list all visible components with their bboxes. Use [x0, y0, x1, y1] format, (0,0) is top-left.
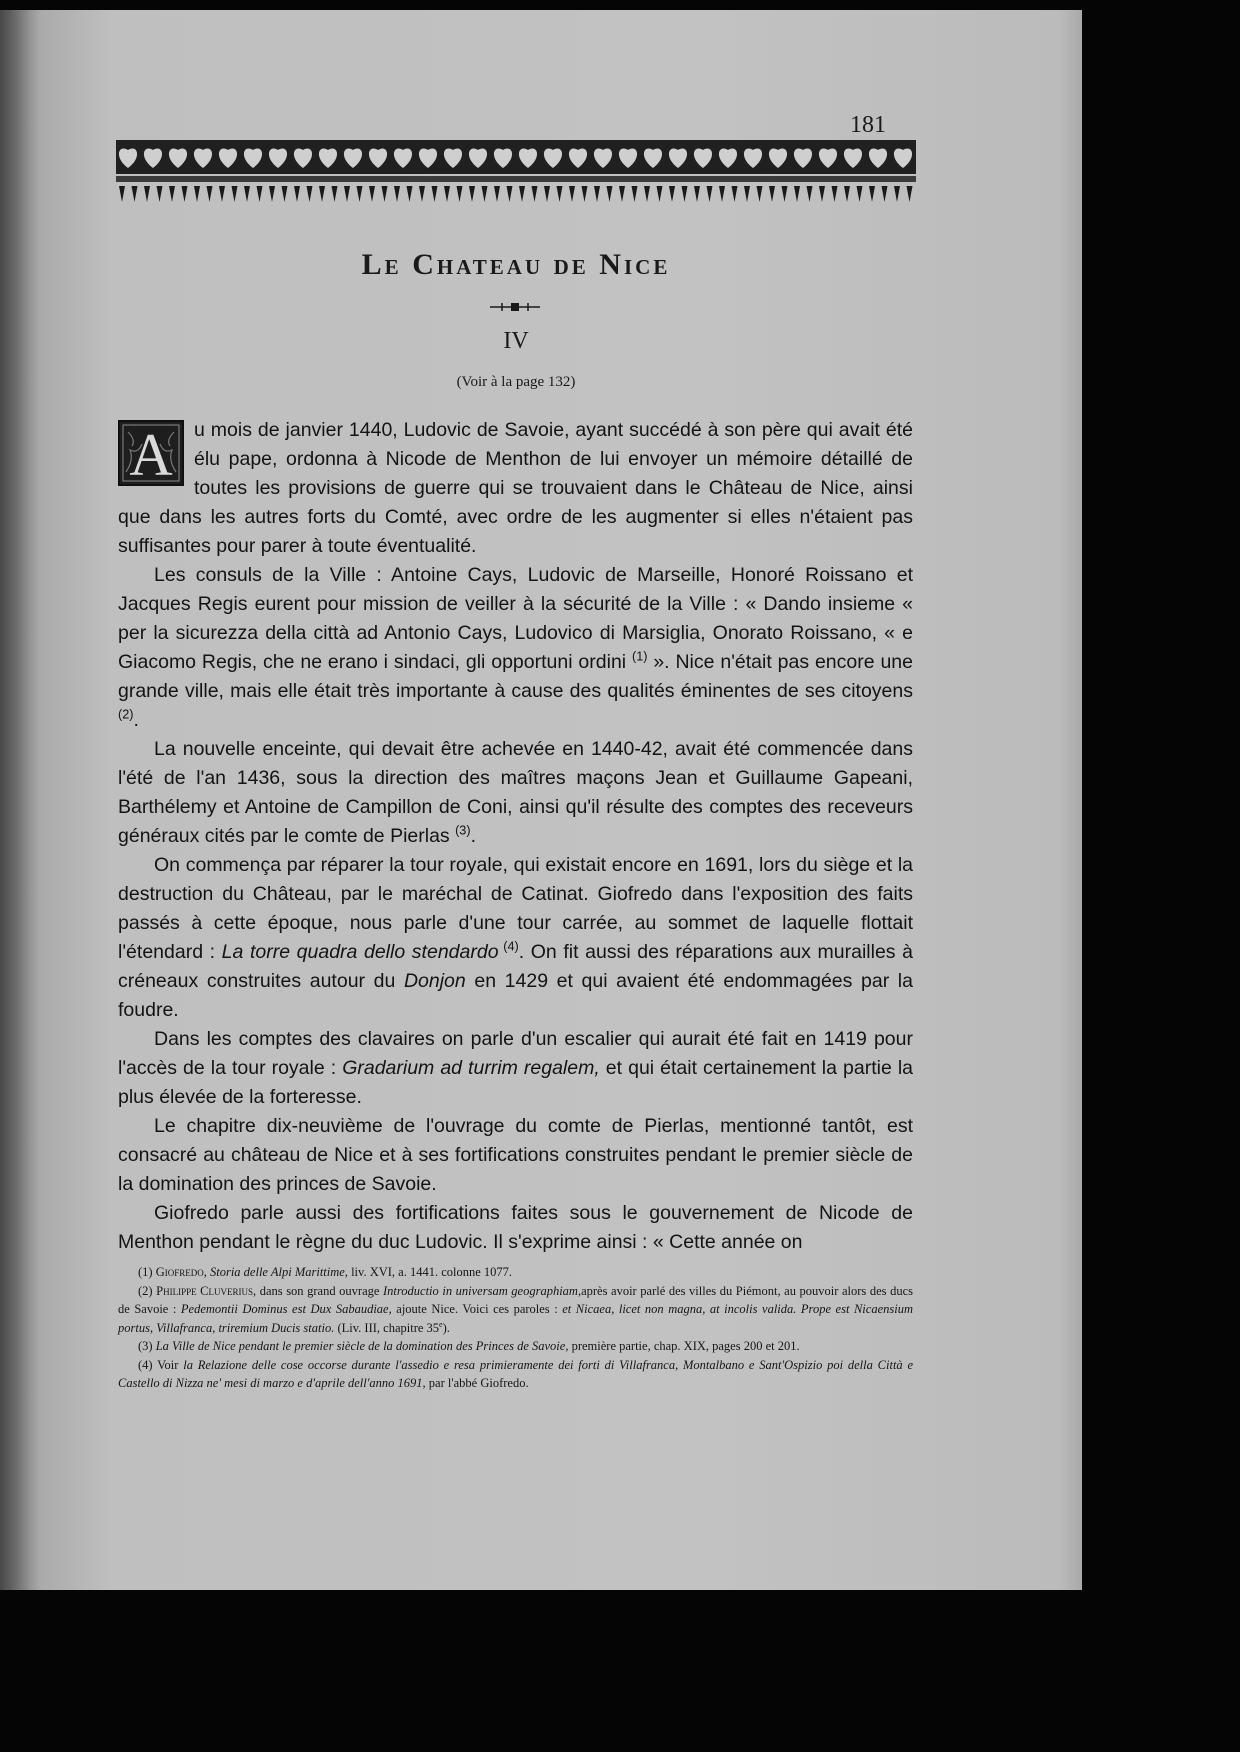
drop-ornament-icon	[394, 186, 400, 202]
drop-ornament-icon	[407, 186, 413, 202]
drop-ornament-icon	[207, 186, 213, 202]
drop-ornament-icon	[882, 186, 888, 202]
drop-ornament-icon	[269, 186, 275, 202]
drop-ornament-icon	[169, 186, 175, 202]
footnote-1: (1) Giofredo, Storia delle Alpi Marittime, liv. XVI, a. 1441. colonne 1077.	[138, 1265, 513, 1279]
drop-ornament-icon	[557, 186, 563, 202]
footnote-2: (2) Philippe Cluverius, dans son grand ouvrage Introductio in universam geographiam,après avoir parlé des villes du Piémont, au pouvoir alors des ducs de Savoie : Pedemontii Dominus est Dux Sabaudiae, ajoute Nice. Voici ces paroles : et Nicaea, licet non magna, at incolis valida. Prope est Nicaensium portus, Villafranca, triremium Ducis statio. (Liv. III, chapitre 35e).	[118, 1283, 913, 1335]
drop-ornament-icon	[819, 186, 825, 202]
drop-ornament-icon	[132, 186, 138, 202]
drop-ornament-icon	[769, 186, 775, 202]
drop-ornament-icon	[794, 186, 800, 202]
footnotes	[118, 1263, 913, 1393]
drop-ornament-icon	[632, 186, 638, 202]
drop-ornament-icon	[182, 186, 188, 202]
footnote-ref-3: (3)	[455, 823, 471, 838]
ornamental-header-band	[116, 138, 916, 218]
drop-ornament-icon	[244, 186, 250, 202]
drop-ornament-icon	[894, 186, 900, 202]
drop-ornament-icon	[294, 186, 300, 202]
drop-ornament-icon	[382, 186, 388, 202]
footnote-4: (4) Voir la Relazione delle cose occorse durante l'assedio e resa primieramente dei forti di Villafranca, Montalbano e Sant'Ospizio poi della Città e Castello di Nizza ne' mesi di marzo e d'aprile dell'anno 1691, par l'abbé Giofredo.	[118, 1357, 914, 1390]
drop-ornament-icon	[732, 186, 738, 202]
drop-ornament-icon	[507, 186, 513, 202]
chapter-title: Le Chateau de Nice	[361, 248, 671, 281]
footnote-ref-4: (4)	[498, 939, 519, 954]
paragraph-7: Giofredo parle aussi des fortifications faites sous le gouvernement de Nicode de Menthon pendant le règne du duc Ludovic. Il s'exprime ainsi : « Cette année on	[118, 1202, 913, 1253]
drop-ornament-icon	[619, 186, 625, 202]
drop-ornament-icon	[832, 186, 838, 202]
scanned-page	[0, 10, 1082, 1590]
page-number: 181	[850, 112, 886, 138]
drop-ornament-icon	[857, 186, 863, 202]
drop-ornament-icon	[482, 186, 488, 202]
drop-ornament-icon	[282, 186, 288, 202]
paragraph-5: Dans les comptes des clavaires on parle d'un escalier qui aurait été fait en 1419 pour l'accès de la tour royale : Gradarium ad turrim regalem, et qui était certainement la partie la plus élevée de la forteresse.	[118, 1028, 913, 1108]
paragraph-2: Les consuls de la Ville : Antoine Cays, Ludovic de Marseille, Honoré Roissano et Jacques Regis eurent pour mission de veiller à la sécurité de la Ville : « Dando insieme « per la sicurezza della città ad Antonio Cays, Ludovico di Marsiglia, Onorato Roissano, « e Giacomo Regis, che ne erano i sindaci, gli opportuni ordini $^{(1)}$ ». Nice n'était pas encore une grande ville, mais elle était très importante à cause des qualités éminentes de ses citoyens $^{(2)}$.	[118, 564, 913, 731]
drop-ornament-icon	[719, 186, 725, 202]
title-dash-ornament	[490, 300, 540, 314]
section-numeral: IV	[503, 328, 529, 354]
drop-ornament-icon	[844, 186, 850, 202]
footnote-ref-1: (1)	[632, 649, 648, 664]
paragraph-1: A u mois de janvier 1440, Ludovic de Savoie, ayant succédé à son père qui avait été élu pape, ordonna à Nicode de Menthon de lui envoyer un mémoire détaillé de toutes les provisions de guerre qui se trouvaient dans le Château de Nice, ainsi que dans les autres forts du Comté, avec ordre de les augmenter si elles n'étaient pas suffisantes pour parer à toute éventualité.	[118, 419, 913, 557]
drop-ornament-icon	[469, 186, 475, 202]
drop-ornament-icon	[344, 186, 350, 202]
drop-ornament-icon	[582, 186, 588, 202]
drop-ornament-icon	[494, 186, 500, 202]
body-text	[118, 416, 913, 1257]
drop-ornament-icon	[432, 186, 438, 202]
cross-reference: (Voir à la page 132)	[456, 374, 576, 390]
drop-ornament-icon	[607, 186, 613, 202]
drop-ornament-icon	[744, 186, 750, 202]
drop-ornament-icon	[707, 186, 713, 202]
drop-ornament-icon	[694, 186, 700, 202]
drop-ornament-icon	[419, 186, 425, 202]
footnote-ref-2: (2)	[118, 707, 134, 722]
drop-ornament-icon	[594, 186, 600, 202]
footnote-3: (3) La Ville de Nice pendant le premier siècle de la domination des Princes de Savoie, première partie, chap. XIX, pages 200 et 201.	[138, 1339, 800, 1353]
paragraph-6: Le chapitre dix-neuvième de l'ouvrage du comte de Pierlas, mentionné tantôt, est consacré au château de Nice et à ses fortifications construites pendant le premier siècle de la domination des princes de Savoie.	[118, 1115, 913, 1195]
drop-ornament-icon	[307, 186, 313, 202]
drop-ornament-icon	[807, 186, 813, 202]
drop-ornament-icon	[644, 186, 650, 202]
drop-ornament-icon	[119, 186, 125, 202]
drop-ornament-icon	[457, 186, 463, 202]
binding-shadow	[0, 10, 40, 1590]
drop-ornament-icon	[157, 186, 163, 202]
drop-ornament-icon	[219, 186, 225, 202]
drop-ornament-icon	[532, 186, 538, 202]
drop-ornament-icon	[869, 186, 875, 202]
drop-ornament-icon	[544, 186, 550, 202]
drop-ornament-icon	[657, 186, 663, 202]
drop-ornament-icon	[144, 186, 150, 202]
drop-ornament-icon	[369, 186, 375, 202]
drop-ornament-icon	[907, 186, 913, 202]
paragraph-3: La nouvelle enceinte, qui devait être achevée en 1440-42, avait été commencée dans l'été de l'an 1436, sous la direction des maîtres maçons Jean et Guillaume Gapeani, Barthélemy et Antoine de Campillon de Coni, ainsi qu'il résulte des comptes des receveurs généraux cités par le comte de Pierlas $^{(3)}$.	[118, 738, 913, 847]
paragraph-4: On commença par réparer la tour royale, qui existait encore en 1691, lors du siège et la destruction du Château, par le maréchal de Catinat. Giofredo dans l'exposition des faits passés à cette époque, nous parle d'une tour carrée, au sommet de laquelle flottait l'étendard : La torre quadra dello stendardo $^{(4)}$. On fit aussi des réparations aux murailles à créneaux construites autour du Donjon en 1429 et qui avaient été endommagées par la foudre.	[118, 854, 914, 1021]
drop-ornament-icon	[332, 186, 338, 202]
decorated-initial: A	[118, 420, 184, 486]
drop-ornament-icon	[194, 186, 200, 202]
drop-ornament-icon	[782, 186, 788, 202]
drop-ornament-icon	[357, 186, 363, 202]
drop-ornament-icon	[444, 186, 450, 202]
drop-ornament-icon	[669, 186, 675, 202]
drop-ornament-icon	[232, 186, 238, 202]
drop-ornament-icon	[257, 186, 263, 202]
drop-ornament-icon	[682, 186, 688, 202]
drop-ornament-icon	[519, 186, 525, 202]
drop-ornament-icon	[757, 186, 763, 202]
drop-ornament-icon	[569, 186, 575, 202]
drop-ornament-icon	[319, 186, 325, 202]
